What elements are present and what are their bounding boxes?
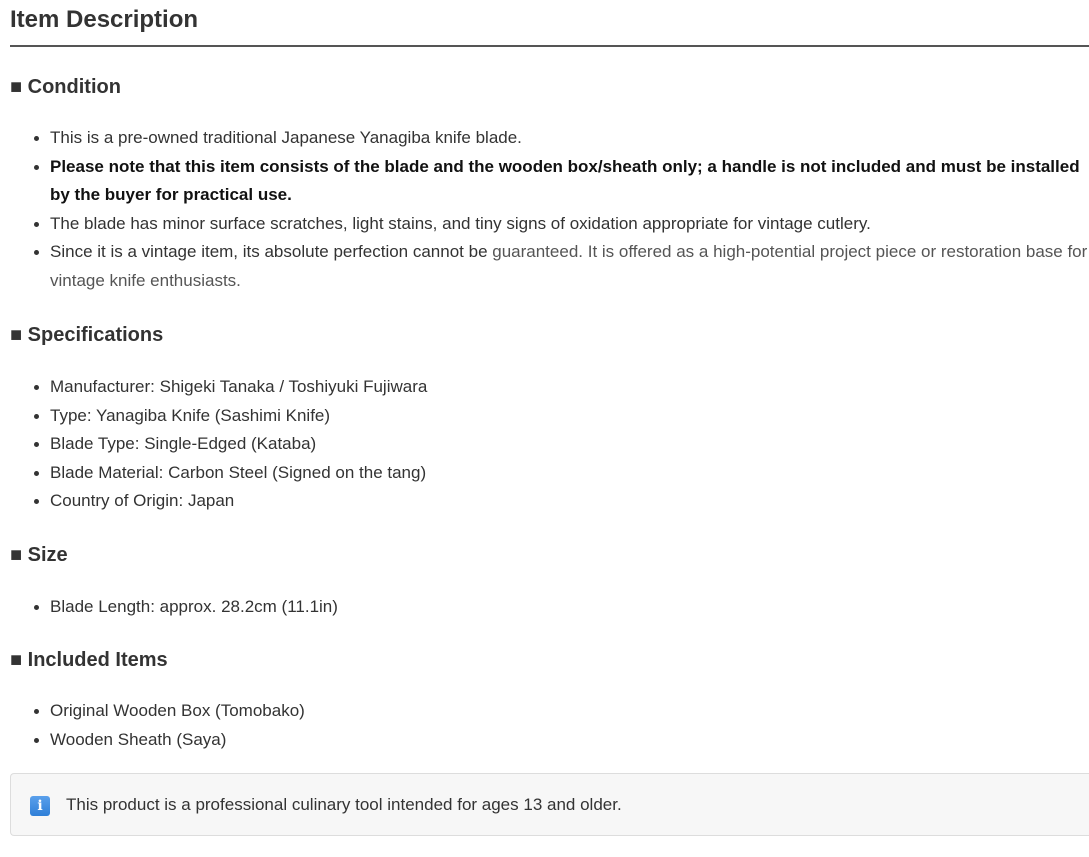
list-item: This is a pre-owned traditional Japanese Yanagiba knife blade. [10,124,1089,153]
included-items-list [10,697,1089,754]
list-item: The blade has minor surface scratches, light stains, and tiny signs of oxidation appropriate for vintage cutlery. [10,210,1089,239]
size-heading: ■ Size [10,544,68,566]
list-item: Blade Material: Carbon Steel (Signed on the tang) [10,459,1089,488]
list-item-text-continued: guaranteed. It is offered as a high-potential project piece or restoration base for vintage knife enthusiasts. [50,242,1088,290]
list-item: Wooden Sheath (Saya) [10,726,1089,755]
age-notice [10,773,1089,836]
list-item [10,238,1089,295]
list-item: Please note that this item consists of the blade and the wooden box/sheath only; a handle is not included and must be installed by the buyer for practical use. [10,153,1089,210]
list-item: Manufacturer: Shigeki Tanaka / Toshiyuki Fujiwara [10,373,1089,402]
info-icon: i [30,796,50,816]
condition-list [10,124,1089,295]
list-item: Blade Type: Single-Edged (Kataba) [10,430,1089,459]
specifications-list [10,373,1089,516]
list-item: Blade Length: approx. 28.2cm (11.1in) [10,593,1089,622]
list-item: Type: Yanagiba Knife (Sashimi Knife) [10,402,1089,431]
specifications-heading: ■ Specifications [10,324,164,346]
condition-heading: ■ Condition [10,76,121,98]
list-item: Country of Origin: Japan [10,487,1089,516]
list-item: Original Wooden Box (Tomobako) [10,697,1089,726]
item-description [10,0,1089,814]
list-item-text: Since it is a vintage item, its absolute perfection cannot be [50,242,493,261]
notice-text: This product is a professional culinary tool intended for ages 13 and older. [66,795,622,814]
included-items-heading: ■ Included Items [10,649,168,671]
page-title: Item Description [10,0,1089,47]
size-list [10,593,1089,622]
